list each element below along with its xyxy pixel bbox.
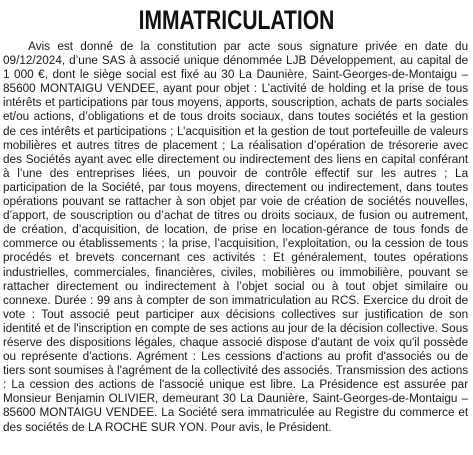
notice-body: Avis est donné de la constitution par acte sous signature privée en date du 09/12/2024, d’une SAS à associé unique dénommée LJB Développement, au capital de 1 000 €, dont le siège social est fixé au 30 La Daunière, Saint-Georges-de-Montaigu – 85600 MONTAIGU VENDEE, ayant pour objet : L’activité de holding et la prise de tous intérêts et participations par tous moyens, apports, souscription, achats de parts sociales et/ou actions, d’obligations et de tous droits sociaux, dans toutes sociétés et la gestion de ces intérêts et participations ; L’acquisition et la gestion de tout portefeuille de valeurs mobilières et autres titres de placement ; La réalisation d’opération de trésorerie avec des Sociétés ayant avec elle directement ou indirectement des liens en capital conférant à l’une des entreprises liées, un pouvoir de contrôle effectif sur les autres ; La participation de la Société, par tous moyens, directement ou indirectement, dans toutes opérations pouvant se rattacher à son objet par voie de création de sociétés nouvelles, d’apport, de souscription ou d’achat de titres ou droits sociaux, de fusion ou autrement, de création, d’acquisition, de location, de prise en location-gérance de tous fonds de commerce ou établissements ; la prise, l’acquisition, l’exploitation, ou la cession de tous procédés et brevets concernant ces activités : Et généralement, toutes opérations industrielles, commerciales, financières, civiles, mobilières ou immobilière, pouvant se rattacher directement ou indirectement à l’objet social ou à tout objet similaire ou connexe. Durée : 99 ans à compter de son immatriculation au RCS. Exercice du droit de vote : Tout associé peut participer aux décisions collectives sur justification de son identité et de l'inscription en compte de ses actions au jour de la décision collective. Sous réserve des dispositions légales, chaque associé dispose d'autant de voix qu'il possède ou représente d'actions. Agrément : Les cessions d'actions au profit d'associés ou de tiers sont soumises à l'agrément de la collectivité des associés. Transmission des actions : La cession des actions de l'associé unique est libre. La Présidence est assurée par Monsieur Benjamin OLIVIER, demeurant 30 La Daunière, Saint-Georges-de-Montaigu – 85600 MONTAIGU VENDEE. La Société sera immatriculée au Registre du commerce et des sociétés de LA ROCHE SUR YON. Pour avis, le Président. <box>3 39 469 434</box>
notice-title: IMMATRICULATION <box>138 5 335 35</box>
